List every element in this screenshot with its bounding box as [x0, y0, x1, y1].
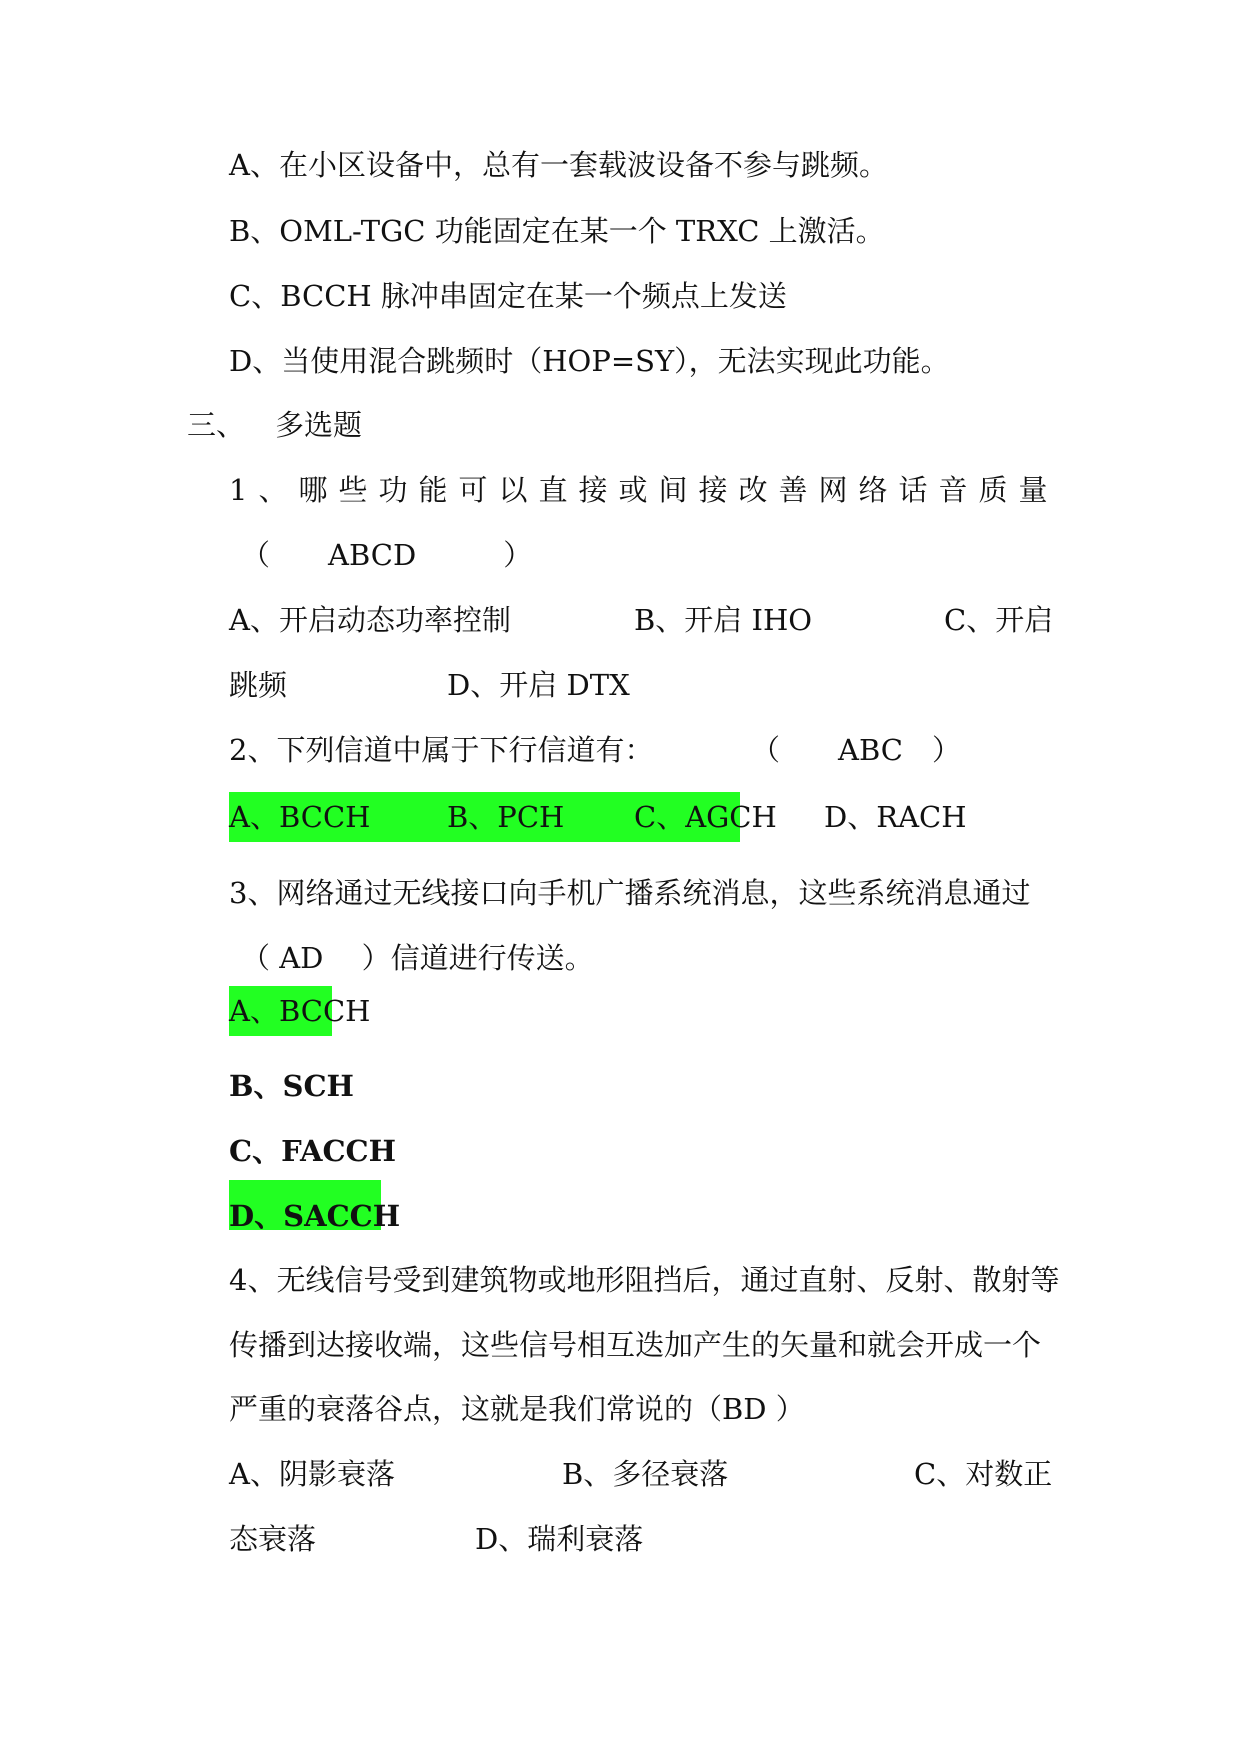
q4-option-d: D、瑞利衰落 — [475, 1522, 644, 1556]
q1-stem: 1、哪些功能可以直接或间接改善网络话音质量 — [229, 473, 1059, 507]
q3-option-d: D、SACCH — [229, 1199, 401, 1233]
q4-stem-line1: 4、无线信号受到建筑物或地形阻挡后，通过直射、反射、散射等 — [229, 1263, 1060, 1297]
q2-option-b: B、PCH — [447, 800, 565, 834]
q4-option-c-cont: 态衰落 — [229, 1522, 317, 1556]
q3-option-a: A、BCCH — [229, 994, 371, 1028]
section-title: 多选题 — [275, 408, 363, 442]
q1-option-c-cont: 跳频 — [229, 668, 288, 702]
q4-stem-line3: 严重的衰落谷点，这就是我们常说的（BD ） — [229, 1392, 805, 1426]
q2-answer: （ ABC ） — [751, 733, 961, 767]
q4-stem-line2: 传播到达接收端，这些信号相互迭加产生的矢量和就会开成一个 — [229, 1328, 1042, 1362]
q1-option-c: C、开启 — [944, 603, 1054, 637]
q1-answer: （ ABCD ） — [241, 538, 533, 572]
prev-option-a: A、在小区设备中，总有一套载波设备不参与跳频。 — [229, 148, 888, 182]
section-number: 三、 — [187, 408, 246, 442]
prev-option-c: C、BCCH 脉冲串固定在某一个频点上发送 — [229, 279, 787, 313]
q2-stem: 2、下列信道中属于下行信道有： — [229, 733, 654, 767]
q3-option-c: C、FACCH — [229, 1134, 397, 1168]
prev-option-b: B、OML-TGC 功能固定在某一个 TRXC 上激活。 — [229, 214, 885, 248]
prev-option-d: D、当使用混合跳频时（HOP=SY），无法实现此功能。 — [229, 344, 950, 378]
q1-option-a: A、开启动态功率控制 — [229, 603, 511, 637]
q4-option-b: B、多径衰落 — [562, 1457, 729, 1491]
q2-option-a: A、BCCH — [229, 800, 371, 834]
q3-option-b: B、SCH — [229, 1069, 354, 1103]
q1-option-b: B、开启 IHO — [634, 603, 813, 637]
q4-option-a: A、阴影衰落 — [229, 1457, 395, 1491]
q3-stem-line2: （ AD ）信道进行传送。 — [241, 941, 594, 975]
q4-option-c: C、对数正 — [914, 1457, 1053, 1491]
q2-option-d: D、RACH — [824, 800, 967, 834]
q2-option-c: C、AGCH — [634, 800, 777, 834]
q1-option-d: D、开启 DTX — [447, 668, 630, 702]
q3-stem-line1: 3、网络通过无线接口向手机广播系统消息，这些系统消息通过 — [229, 876, 1031, 910]
